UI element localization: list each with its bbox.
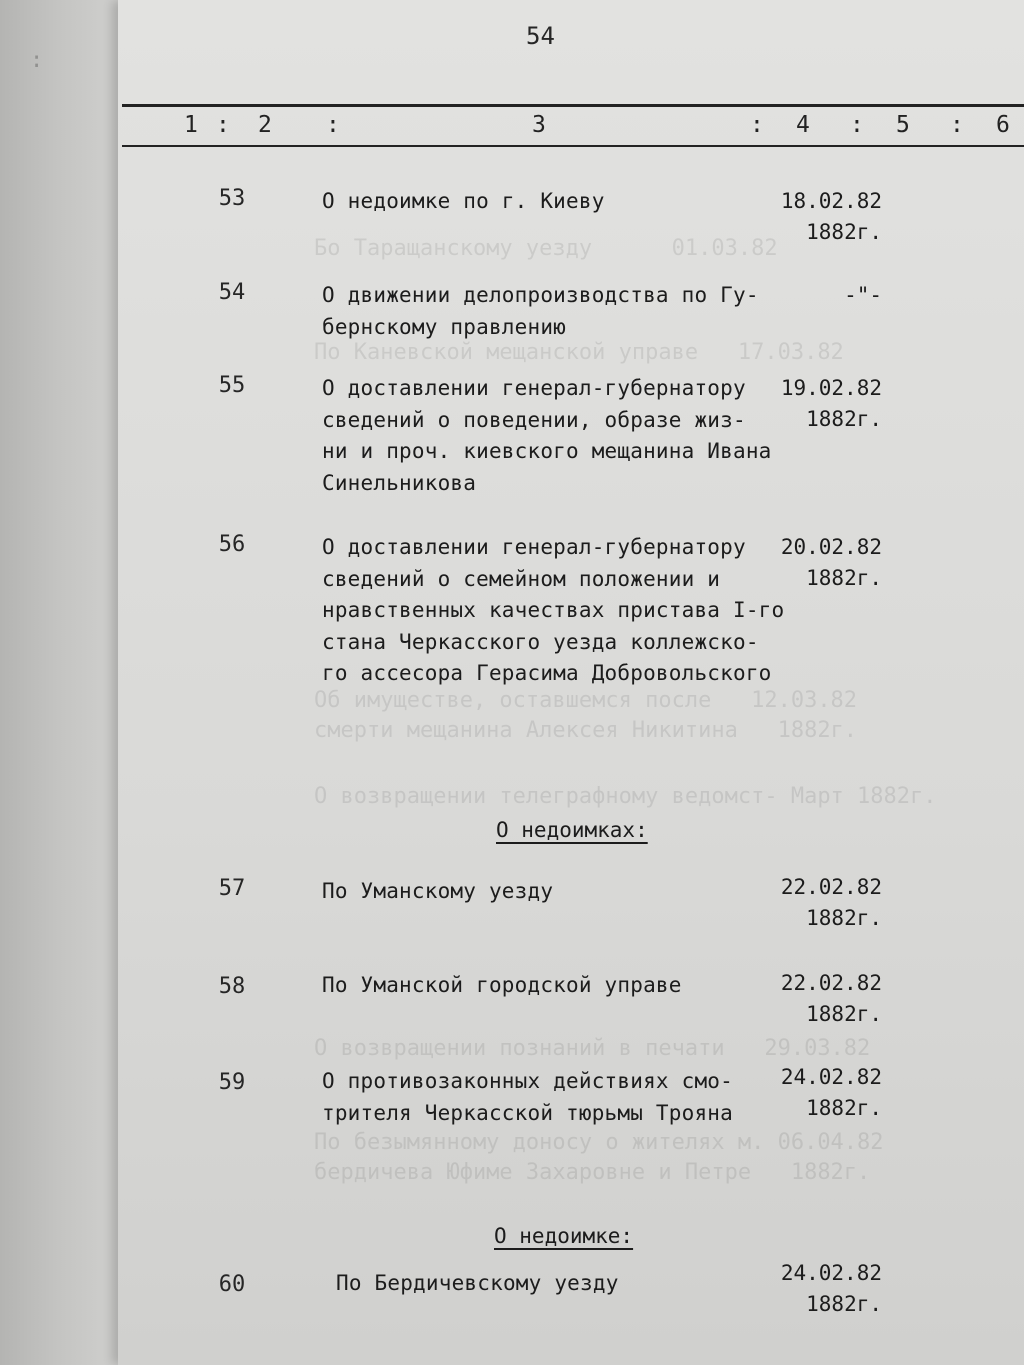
entry-title-line: го ассесора Герасима Добровольского xyxy=(322,661,772,685)
entry-date xyxy=(770,280,882,311)
page-number: 54 xyxy=(526,22,555,50)
entry-title-line: нравственных качествах пристава I-го xyxy=(322,598,785,622)
column-1-label: 1 xyxy=(184,112,198,138)
entry-title-line: бернскому правлению xyxy=(322,314,567,339)
entry-title xyxy=(322,280,772,343)
entry-title-line: трителя Черкасской тюрьмы Трояна xyxy=(322,1100,733,1125)
facing-page-glyph: : xyxy=(30,48,44,73)
entry-title-line: Синельникова xyxy=(322,470,477,495)
entry-date xyxy=(770,373,882,435)
entry-title xyxy=(322,970,772,1002)
entry-number: 56 xyxy=(218,532,246,557)
entry-date-value: 24.02.82 xyxy=(780,1261,882,1285)
facing-page-edge xyxy=(0,0,130,1365)
column-2-label: 2 xyxy=(258,112,272,138)
entry-date-year: 1882г. xyxy=(806,1292,882,1316)
entry-date-year: 1882г. xyxy=(806,566,882,590)
bleed-through-line: Бо Таращанскому уезду 01.03.82 xyxy=(314,236,778,261)
entry-title-line: О противозаконных действиях смо- xyxy=(322,1069,733,1093)
entry-date-value: 18.02.82 xyxy=(780,189,882,213)
entry-title-line: сведений о семейном положении и xyxy=(322,566,721,591)
entry-number: 58 xyxy=(218,974,246,999)
column-separator: : xyxy=(326,112,340,138)
bleed-through-line: смерти мещанина Алексея Никитина 1882г. xyxy=(314,718,858,743)
entry-number: 60 xyxy=(218,1272,246,1297)
column-3-label: 3 xyxy=(532,112,546,138)
entry-date xyxy=(770,1062,882,1124)
bleed-through-line: О возвращении познаний в печати 29.03.82 xyxy=(314,1036,871,1061)
column-separator: : xyxy=(216,112,230,138)
column-4-label: 4 xyxy=(796,112,810,138)
entry-title-line: О движении делопроизводства по Гу- xyxy=(322,283,759,307)
entry-title xyxy=(336,1268,786,1300)
entry-title-line: ни и проч. киевского мещанина Ивана xyxy=(322,439,772,463)
entry-date-value: 22.02.82 xyxy=(780,875,882,899)
entry-title xyxy=(322,373,772,499)
entry-date-value: 24.02.82 xyxy=(780,1065,882,1089)
column-separator: : xyxy=(850,112,864,138)
entry-title-line: стана Черкасского уезда коллежско- xyxy=(322,629,759,654)
entry-title-line: По Бердичевскому уезду xyxy=(336,1271,619,1295)
entry-title xyxy=(322,1066,772,1129)
entry-number: 59 xyxy=(218,1070,246,1095)
table-header-rule-bottom xyxy=(122,145,1024,147)
bleed-through-line: Об имуществе, оставшемся после 12.03.82 xyxy=(314,688,858,713)
bleed-through-line: бердичева Юфиме Захаровне и Петре 1882г. xyxy=(314,1160,871,1185)
entry-date-year: 1882г. xyxy=(806,220,882,244)
entry-date-value: 22.02.82 xyxy=(780,971,882,995)
entry-number: 57 xyxy=(218,876,246,901)
entry-date-year: 1882г. xyxy=(806,1096,882,1120)
bleed-through-line: О возвращении телеграфному ведомст- Март 1882г. xyxy=(314,784,937,809)
entry-title xyxy=(322,876,772,908)
entry-title-line: О доставлении генерал-губернатору xyxy=(322,535,746,559)
entry-title-line: О доставлении генерал-губернатору xyxy=(322,376,746,400)
entry-title xyxy=(322,186,772,218)
bleed-through-line: По Каневской мещанской управе 17.03.82 xyxy=(314,340,844,365)
entry-date xyxy=(770,532,882,594)
entry-title-line: сведений о поведении, образе жиз- xyxy=(322,407,746,432)
entry-title-line: О недоимке по г. Киеву xyxy=(322,189,605,213)
entry-title xyxy=(322,532,785,690)
entry-number: 54 xyxy=(218,280,246,305)
column-5-label: 5 xyxy=(896,112,910,138)
entry-number: 55 xyxy=(218,373,246,398)
entry-date-year: 1882г. xyxy=(806,407,882,431)
entry-date-ditto: -"- xyxy=(844,283,882,307)
entry-date xyxy=(770,186,882,248)
entry-date-year: 1882г. xyxy=(806,1002,882,1026)
column-separator: : xyxy=(950,112,964,138)
column-separator: : xyxy=(750,112,764,138)
section-heading-arrear: О недоимке: xyxy=(494,1224,634,1248)
entry-date-value: 19.02.82 xyxy=(780,376,882,400)
entry-date-value: 20.02.82 xyxy=(780,535,882,559)
entry-number: 53 xyxy=(218,186,246,211)
entry-date xyxy=(770,1258,882,1320)
table-header-rule-top xyxy=(122,104,1024,107)
entry-title-line: По Уманской городской управе xyxy=(322,973,682,997)
entry-date-year: 1882г. xyxy=(806,906,882,930)
column-6-label: 6 xyxy=(996,112,1010,138)
entry-date xyxy=(770,872,882,934)
entry-date xyxy=(770,968,882,1030)
entry-title-line: По Уманскому уезду xyxy=(322,879,554,903)
bleed-through-line: По безымянному доносу о жителях м. 06.04.82 xyxy=(314,1130,884,1155)
section-heading-arrears: О недоимках: xyxy=(496,818,648,842)
